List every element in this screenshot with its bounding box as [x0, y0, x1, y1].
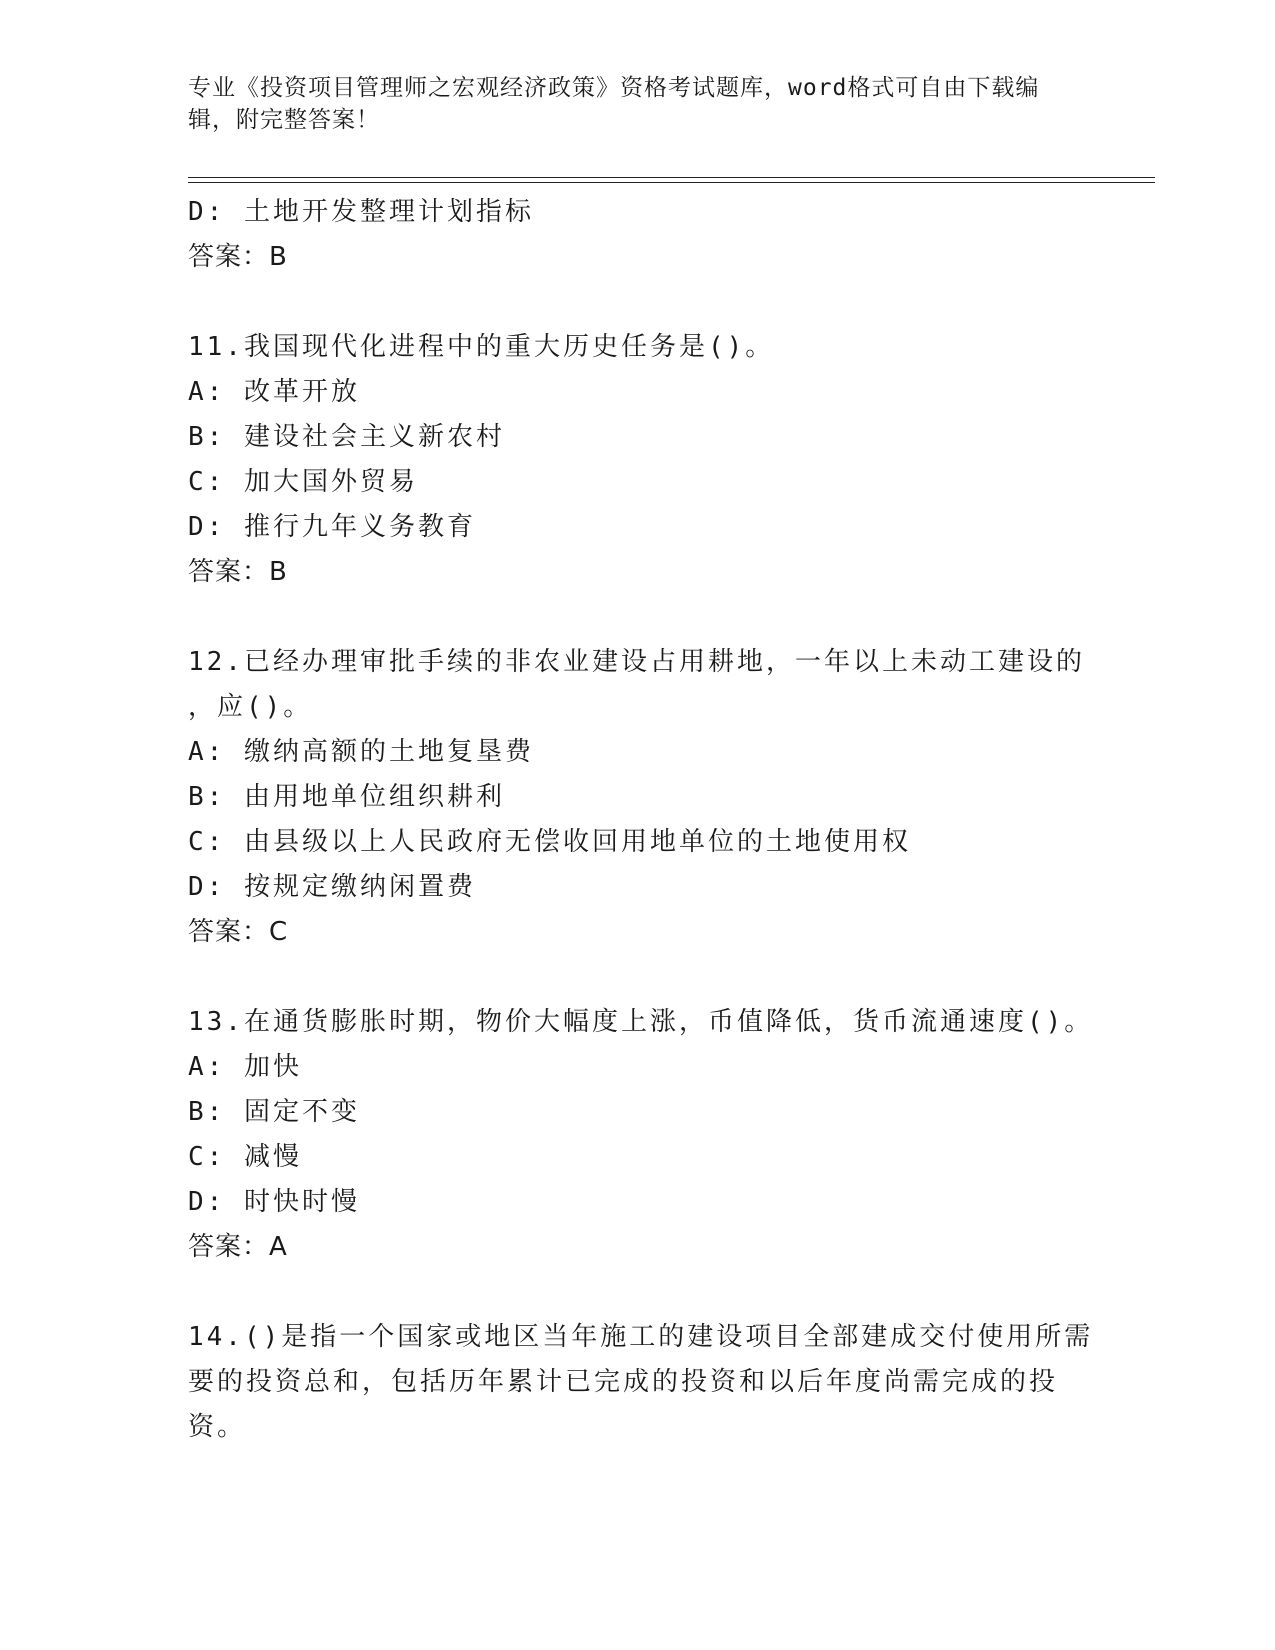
- answer-line: 答案：A: [188, 1232, 288, 1262]
- question-11: [188, 325, 1088, 595]
- option-c: C: 减慢: [188, 1142, 302, 1172]
- question-text-line-2: 要的投资总和，包括历年累计已完成的投资和以后年度尚需完成的投: [188, 1367, 1059, 1397]
- option-b: B: 由用地单位组织耕利: [188, 782, 505, 812]
- answer-line: 答案：C: [188, 917, 289, 947]
- document-header: 专业《投资项目管理师之宏观经济政策》资格考试题库，word格式可自由下载编辑，附完整答案！: [188, 75, 1040, 133]
- previous-question-tail: [188, 190, 1088, 280]
- answer-line: 答案：B: [188, 557, 288, 587]
- option-b: B: 建设社会主义新农村: [188, 422, 505, 452]
- question-12: [188, 640, 1088, 955]
- option-b: B: 固定不变: [188, 1097, 360, 1127]
- question-14: [188, 1315, 1094, 1450]
- question-content: [188, 190, 1094, 1450]
- question-text-line-2: ，应()。: [188, 692, 313, 722]
- question-text: 13.在通货膨胀时期，物价大幅度上涨，币值降低，货币流通速度()。: [188, 1007, 1094, 1037]
- question-text-line-1: 14.()是指一个国家或地区当年施工的建设项目全部建成交付使用所需: [188, 1322, 1094, 1352]
- option-a: A: 缴纳高额的土地复垦费: [188, 737, 534, 767]
- header-rule-bottom: [188, 182, 1155, 183]
- option-d: D: 按规定缴纳闲置费: [188, 872, 476, 902]
- option-a: A: 改革开放: [188, 377, 360, 407]
- option-d: D: 时快时慢: [188, 1187, 360, 1217]
- question-text-line-3: 资。: [188, 1412, 247, 1442]
- answer-line: 答案：B: [188, 242, 288, 272]
- option-d: D: 推行九年义务教育: [188, 512, 476, 542]
- option-c: C: 加大国外贸易: [188, 467, 418, 497]
- header-rule-top: [188, 177, 1155, 178]
- question-text-line-1: 12.已经办理审批手续的非农业建设占用耕地，一年以上未动工建设的: [188, 647, 1085, 677]
- option-d: D: 土地开发整理计划指标: [188, 197, 534, 227]
- question-13: [188, 1000, 1094, 1270]
- option-c: C: 由县级以上人民政府无偿收回用地单位的土地使用权: [188, 827, 911, 857]
- question-text: 11.我国现代化进程中的重大历史任务是()。: [188, 332, 775, 362]
- option-a: A: 加快: [188, 1052, 302, 1082]
